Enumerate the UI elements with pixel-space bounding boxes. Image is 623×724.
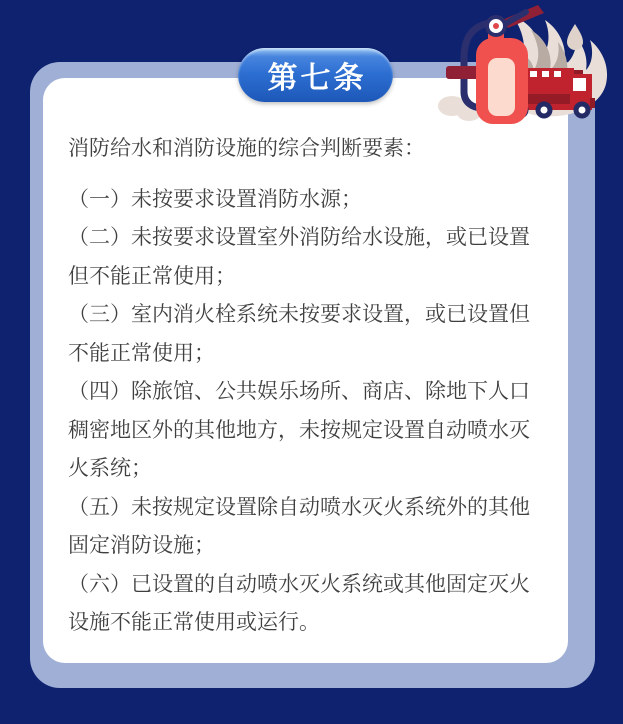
article-item-1: （一）未按要求设置消防水源； xyxy=(68,187,362,211)
fire-illustration xyxy=(438,2,623,124)
article-body xyxy=(68,130,550,643)
water-droplet-icon xyxy=(567,24,583,50)
fire-illustration-svg xyxy=(438,2,623,124)
article-item-4: （四）除旅馆、公共娱乐场所、商店、除地下人口稠密地区外的其他地方，未按规定设置自动喷水灭火系统； xyxy=(68,380,530,480)
article-number-badge xyxy=(238,48,393,102)
article-item-6: （六）已设置的自动喷水灭火系统或其他固定灭火设施不能正常使用或运行。 xyxy=(68,572,530,634)
article-item-3: （三）室内消火栓系统未按要求设置，或已设置但不能正常使用； xyxy=(68,303,530,365)
article-heading: 消防给水和消防设施的综合判断要素： xyxy=(68,137,425,160)
article-card xyxy=(30,62,595,688)
article-item-2: （二）未按要求设置室外消防给水设施，或已设置但不能正常使用； xyxy=(68,226,530,288)
article-number-label: 第七条 xyxy=(267,62,367,95)
article-card-inner xyxy=(43,78,568,663)
article-item-5: （五）未按规定设置除自动喷水灭火系统外的其他固定消防设施； xyxy=(68,495,530,557)
